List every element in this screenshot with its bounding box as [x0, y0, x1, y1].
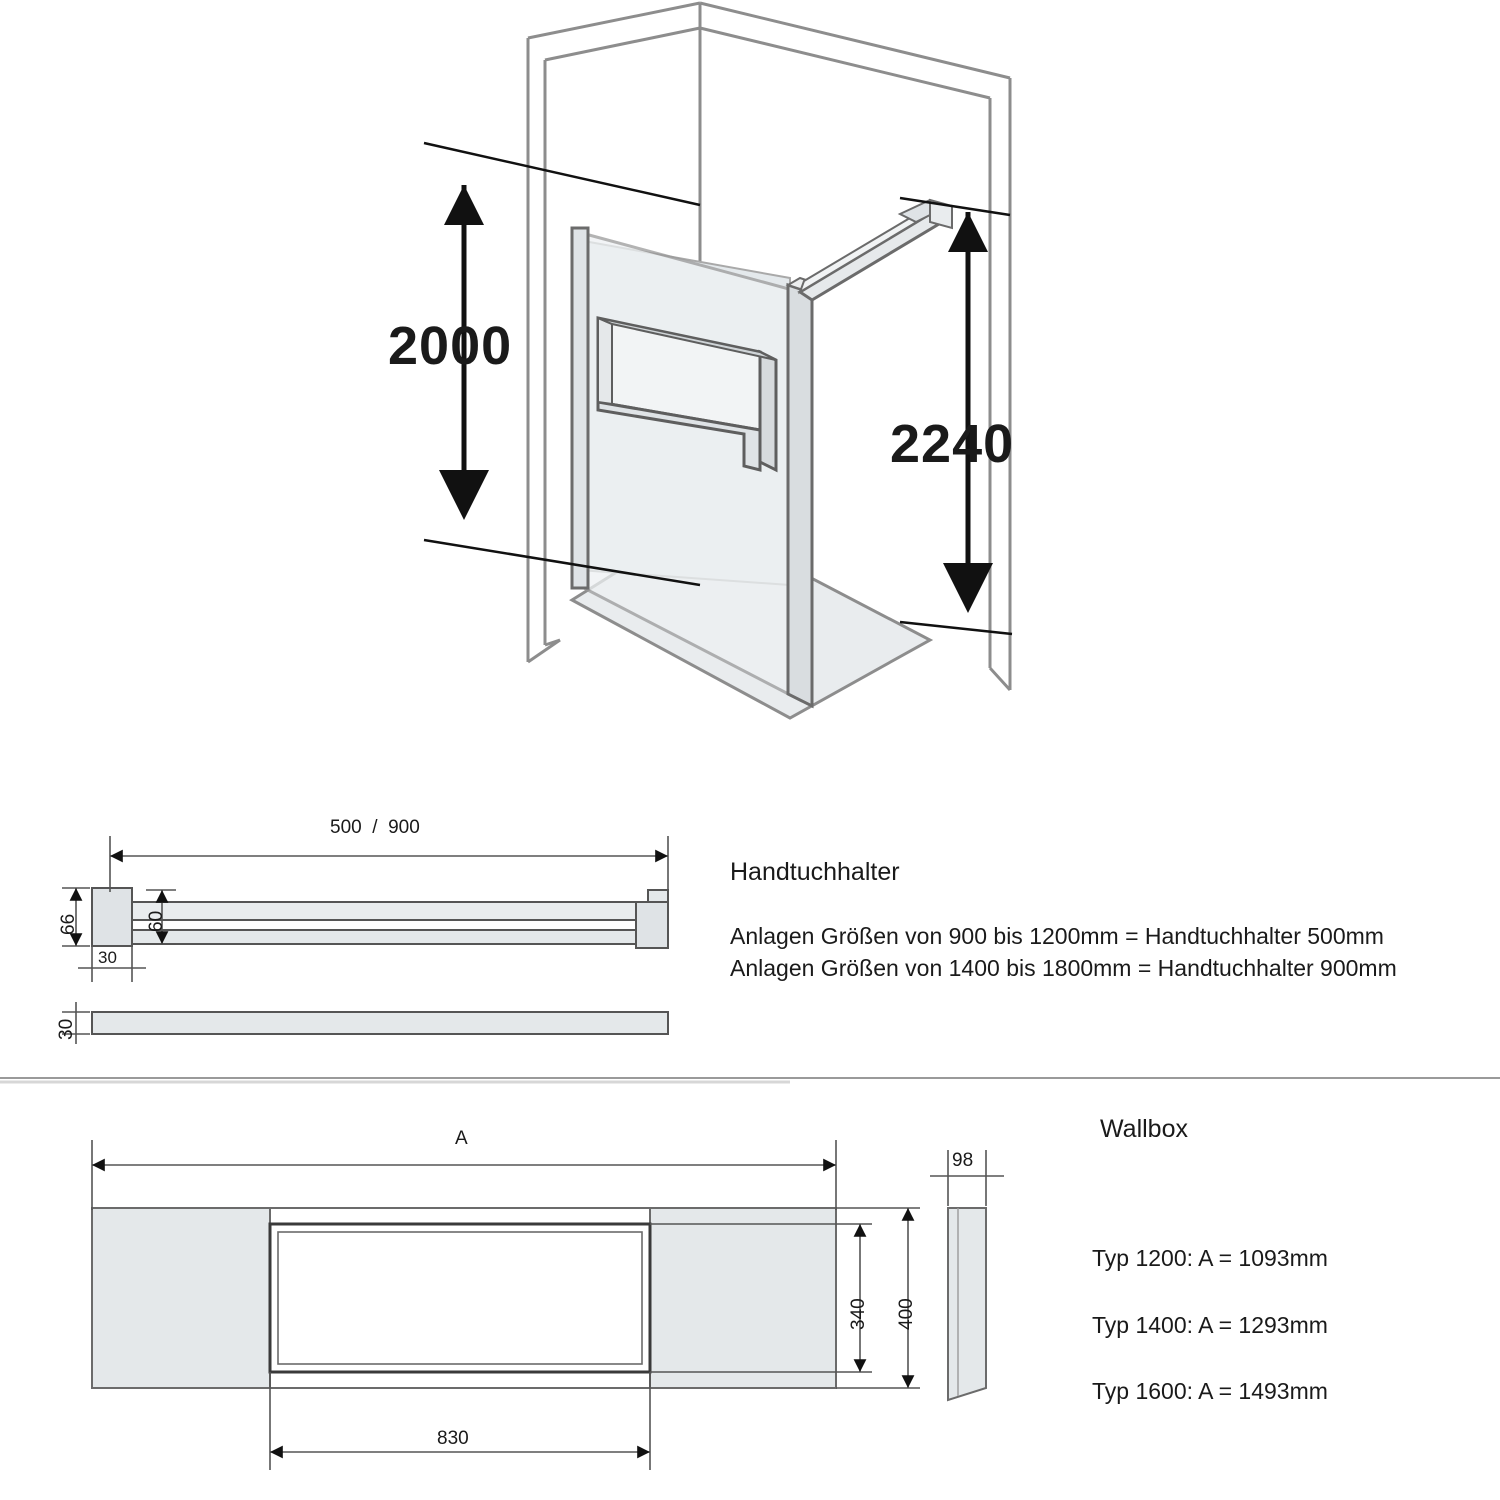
- towel-holder-note-2: Anlagen Größen von 1400 bis 1800mm = Handtuchhalter 900mm: [730, 955, 1397, 981]
- dimension-label-towel-depth: 30: [56, 1018, 77, 1040]
- wallbox-front-view: [92, 1140, 920, 1470]
- wallbox-type-1200: Typ 1200: A = 1093mm: [1092, 1245, 1328, 1271]
- wallbox-side-view: [930, 1150, 1004, 1400]
- towel-holder-side-view: [62, 836, 668, 982]
- wallbox-type-1400: Typ 1400: A = 1293mm: [1092, 1312, 1328, 1338]
- dimension-label-height-total: 2240: [890, 414, 1015, 474]
- dimension-label-towel-length: 500 / 900: [330, 817, 420, 838]
- dimension-label-wallbox-inner-height: 340: [848, 1298, 869, 1330]
- dimension-label-wallbox-inner-width: 830: [437, 1428, 469, 1449]
- dimension-label-towel-height-inner: 60: [146, 910, 167, 932]
- dimension-label-wallbox-width: A: [455, 1128, 468, 1149]
- towel-holder-note-1: Anlagen Größen von 900 bis 1200mm = Handtuchhalter 500mm: [730, 923, 1384, 949]
- dimension-label-wallbox-outer-height: 400: [896, 1298, 917, 1330]
- iso-shower-enclosure: [424, 3, 1015, 718]
- wallbox-type-1600: Typ 1600: A = 1493mm: [1092, 1378, 1328, 1404]
- wallbox-heading: Wallbox: [1100, 1115, 1188, 1143]
- dimension-label-wallbox-depth: 98: [952, 1150, 974, 1171]
- dimension-label-towel-offset: 30: [98, 948, 117, 967]
- towel-holder-heading: Handtuchhalter: [730, 858, 900, 886]
- towel-holder-top-view: [62, 1002, 668, 1044]
- dimension-label-height-glass: 2000: [388, 316, 513, 376]
- dimension-label-towel-height-outer: 66: [58, 913, 79, 935]
